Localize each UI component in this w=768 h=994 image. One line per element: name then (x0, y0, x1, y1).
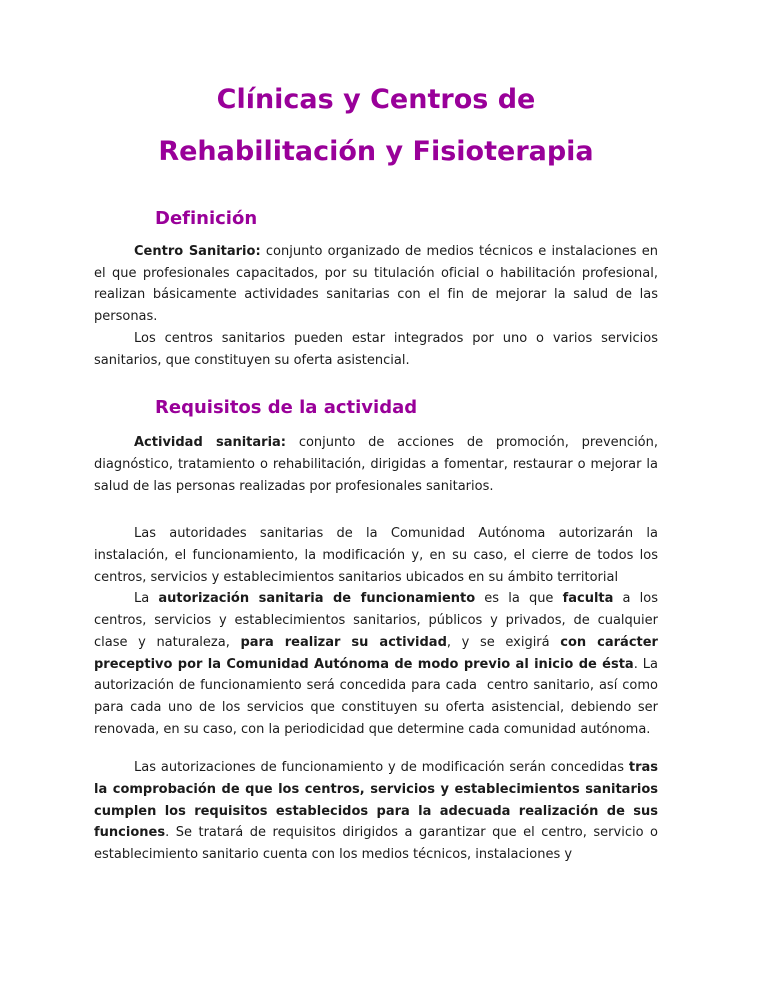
section-heading-definicion: Definición (155, 208, 258, 229)
paragraph-centro-sanitario-definition: Centro Sanitario: conjunto organizado de medios técnicos e instalaciones en el que profesionales capacitados, por su titulación oficial o habilitación profesional, realizan básicamente actividades sanitarias con el fin de mejorar la salud de las personas. (94, 244, 658, 325)
document-title-line-2: Rehabilitación y Fisioterapia (158, 136, 594, 167)
paragraph-autorizaciones-concedidas: Las autorizaciones de funcionamiento y de modificación serán concedidas tras la comprobación de que los centros, servicios y establecimientos sanitarios cumplen los requisitos establecidos para la adecuada realización de sus funciones. Se tratará de requisitos dirigidos a garantizar que el centro, servicio o establecimiento sanitario cuenta con los medios técnicos, instalaciones y (94, 760, 658, 863)
paragraph-centros-integrados: Los centros sanitarios pueden estar integrados por uno o varios servicios sanitarios, que constituyen su oferta asistencial. (94, 330, 658, 368)
section-heading-requisitos: Requisitos de la actividad (155, 397, 418, 419)
document-title-line-1: Clínicas y Centros de (216, 84, 536, 115)
paragraph-autorizacion-funcionamiento: La autorización sanitaria de funcionamiento es la que faculta a los centros, servicios y establecimientos sanitarios, públicos y privados, de cualquier clase y naturaleza, para realizar su actividad, y se exigirá con carácter preceptivo por la Comunidad Autónoma de modo previo al inicio de ésta. La autorización de funcionamiento será concedida para cada centro sanitario, así como para cada uno de los servicios que constituyen su oferta asistencial, debiendo ser renovada, en su caso, con la periodicidad que determine cada comunidad autónoma. (94, 591, 659, 737)
paragraph-autoridades-sanitarias: Las autoridades sanitarias de la Comunidad Autónoma autorizarán la instalación, el funcionamiento, la modificación y, en su caso, el cierre de todos los centros, servicios y establecimientos sanitarios ubicados en su ámbito territorial (94, 526, 658, 585)
paragraph-actividad-sanitaria-definition: Actividad sanitaria: conjunto de acciones de promoción, prevención, diagnóstico, tratamiento o rehabilitación, dirigidas a fomentar, restaurar o mejorar la salud de las personas realizadas por profesionales sanitarios. (94, 435, 659, 494)
document-title (94, 74, 658, 178)
